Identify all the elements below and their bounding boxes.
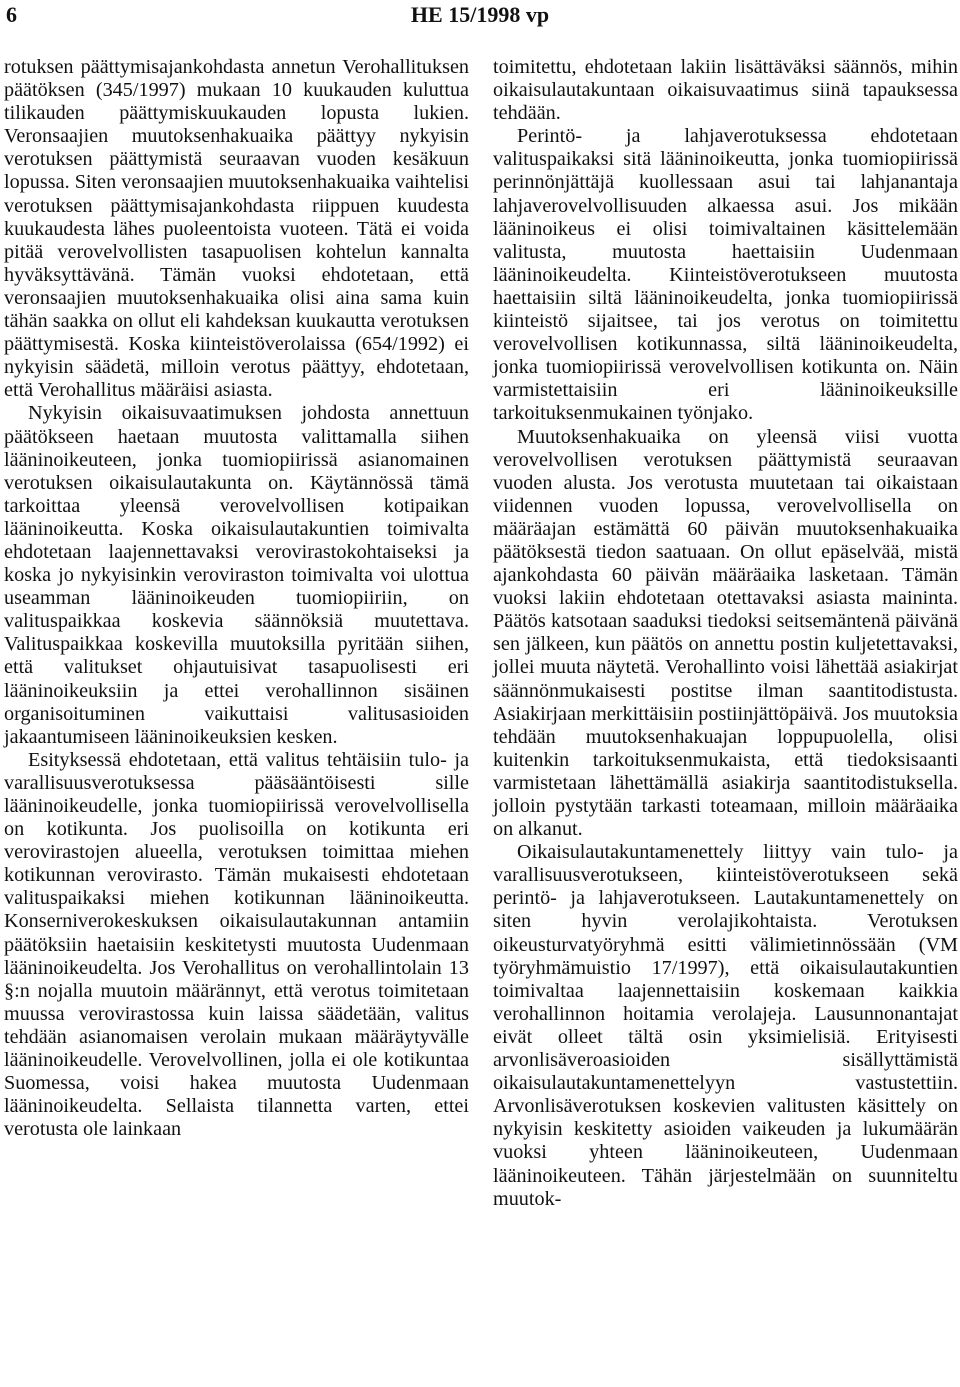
paragraph: Esityksessä ehdotetaan, että valitus tehtäisiin tulo- ja varallisuusverotuksessa pääsääntöisesti sille lääninoikeudelle, jonka tuomiopiirissä verovelvollisella on kotikunta. Jos puolisoilla on kotikunta eri verovirastojen alueella, verotuksen toimittaa miehen kotikunnan verovirasto. Tämän mukaisesti ehdotetaan valituspaikaksi miehen kotikunnan lääninoikeutta. Konserniverokeskuksen oikaisulautakunnan antamiin päätöksiin haetaisiin keskitetysti muutosta Uudenmaan lääninoikeudelta. Jos Verohallitus on verohallintolain 13 §:n nojalla muutoin määrännyt, että verotus toimitetaan muussa verovirastossa kuin laissa säädetään, valitus tehdään asianomaisen verolain mukaan määräytyvälle lääninoikeudelle. Verovelvollinen, jolla ei ole kotikuntaa Suomessa, voisi hakea muutosta Uudenmaan lääninoikeudelta. Sellaista tilannetta varten, ettei verotusta ole lainkaan: [4, 748, 469, 1141]
paragraph: Nykyisin oikaisuvaatimuksen johdosta annettuun päätökseen haetaan muutosta valittamalla siihen lääninoikeuteen, jonka tuomiopiirissä asianomainen verotuksen oikaisulautakunta on. Käytännössä tämä tarkoittaa yleensä verovelvollisen kotipaikan lääninoikeutta. Koska oikaisulautakuntien toimivalta ehdotetaan laajennettavaksi verovirastokohtaiseksi ja koska jo nykyisinkin veroviraston toimivalta voi ulottua useamman lääninoikeuden tuomiopiiriin, on valituspaikkaa koskevia säännöksiä muutettava. Valituspaikkaa koskevilla muutoksilla pyritään siihen, että valitukset ohjautuisivat tasapuolisesti eri lääninoikeuksiin ja ettei verohallinnon sisäinen organisoituminen vaikuttaisi valitusasioiden jakaantumiseen lääninoikeuksien kesken.: [4, 402, 469, 748]
paragraph: Muutoksenhakuaika on yleensä viisi vuotta verovelvollisen verotuksen päättymistä seuraavan vuoden alusta. Jos verotusta muutetaan tai oikaistaan viidennen vuoden lopussa, verovelvollisella on määräajan estämättä 60 päivän muutoksenhakuaika päätöksestä tiedon saatuaan. On ollut epäselvää, mistä ajankohdasta 60 päivän määräaika lasketaan. Tämän vuoksi lakiin ehdotetaan otettavaksi asiasta maininta. Päätös katsotaan saaduksi tiedoksi seitsemäntenä päivänä sen jälkeen, kun päätös on annettu postin kuljetettavaksi, jollei muuta näytetä. Verohallinto voisi lähettää asiakirjat säännönmukaisesti postitse ilman saantitodistusta. Asiakirjaan merkittäisiin postiinjättöpäivä. Jos muutoksia tehdään muutoksenhakuajan loppupuolella, olisi kuitenkin tarkoituksenmukaista, että tiedoksisaanti varmistetaan lähettämällä asiakirja saantitodistuksella. jolloin pystytään tarkasti toteamaan, milloin määräaika on alkanut.: [493, 425, 958, 841]
paragraph: Perintö- ja lahjaverotuksessa ehdotetaan valituspaikaksi sitä lääninoikeutta, jonka tuomiopiirissä perinnönjättäjä kuollessaan asui tai lahjanantaja lahjaverovelvollisuuden alkaessa asui. Jos mikään lääninoikeus ei olisi toimivaltainen käsittelemään valitusta, muutosta haettaisiin Uudenmaan lääninoikeudelta. Kiinteistöverotukseen muutosta haettaisiin siltä lääninoikeudelta, jonka tuomiopiirissä kiinteistö sijaitsee, tai jos verotus on toimitettu verovelvollisen kotikunnassa, siltä lääninoikeudelta, jonka tuomiopiirissä verovelvollisen kotikunta on. Näin varmistettaisiin eri lääninoikeuksille tarkoituksenmukainen työnjako.: [493, 125, 958, 425]
paragraph: Oikaisulautakuntamenettely liittyy vain tulo- ja varallisuusverotukseen, kiinteistöverotukseen sekä perintö- ja lahjaverotukseen. Lautakuntamenettely on siten hyvin verolajikohtaista. Verotuksen oikeusturvatyöryhmä esitti välimietinnössään (VM työryhmämuistio 17/1997), että oikaisulautakuntien toimivaltaa laajennettaisiin koskemaan kaikkia verohallinnon hoitamia verolajeja. Lausunnonantajat eivät olleet tältä osin yksimielisiä. Erityisesti arvonlisäveroasioiden sisällyttämistä oikaisulautakuntamenettelyyn vastustettiin. Arvonlisäverotuksen koskevien valitusten käsittely on nykyisin keskitetty asioiden vaikeuden ja lukumäärän vuoksi yhteen lääninoikeuteen, Uudenmaan lääninoikeuteen. Tähän järjestelmään on suunniteltu muutok-: [493, 841, 958, 1210]
page-header: [6, 0, 954, 34]
page-number: 6: [6, 2, 17, 27]
right-column: [493, 56, 958, 1211]
left-column: [4, 56, 469, 1141]
paragraph: rotuksen päättymisajankohdasta annetun Verohallituksen päätöksen (345/1997) mukaan 10 kuukauden kuluttua tilikauden päättymiskuukauden lopusta lukien. Veronsaajien muutoksenhakuaika päättyy nykyisin verotuksen päättymistä seuraavan vuoden kesäkuun lopussa. Siten veronsaajien muutoksenhakuaika vaihtelisi verotuksen päättymisajankohdasta riippuen kuudesta kuukaudesta lähes puoleentoista vuoteen. Tätä ei voida pitää verovelvollisten tasapuolisen kohtelun kannalta hyväksyttävänä. Tämän vuoksi ehdotetaan, että veronsaajien muutoksenhakuaika olisi aina sama kuin tähän saakka on ollut eli kahdeksan kuukautta verotuksen päättymisestä. Koska kiinteistöverolaissa (654/1992) ei nykyisin säädetä, milloin verotus päättyy, ehdotetaan, että Verohallitus määräisi asiasta.: [4, 56, 469, 402]
document-id: HE 15/1998 vp: [410, 2, 550, 27]
paragraph: toimitettu, ehdotetaan lakiin lisättäväksi säännös, mihin oikaisulautakuntaan oikaisuvaatimus siinä tapauksessa tehdään.: [493, 56, 958, 125]
